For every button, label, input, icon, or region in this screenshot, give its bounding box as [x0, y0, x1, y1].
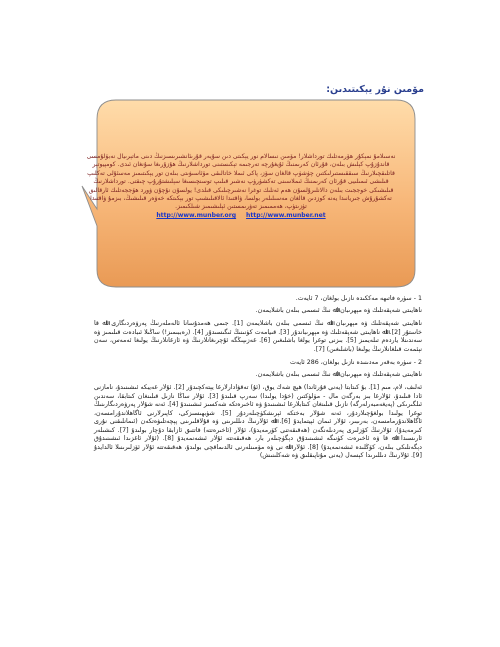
callout-text-block: [86, 153, 396, 220]
surah-1-heading: 1 - سۈرە فاتىھە مەككىدە نازىل بولغان، 7 ئايەت.: [295, 295, 422, 302]
surah-1-text: ناھايىتى شەپقەتلىك ۋە مېھرىبان اﷲ نىڭ ئىسمى بىلەن باشلايمەن [1]. جىمى ھەمدۇسانا ئالەملەرنىڭ پەرۋەردىگارى اﷲ قا خاستۇر [2]. اﷲ ناھايىتى شەپقەتلىك ۋە مېھرىباندۇر [3]. قىيامەت كۈنىنىڭ ئىگىسىدۇر [4]. (رەببىمىز!) ساڭىلا ئىبادەت قىلىمىز ۋە سەندىنلا ياردەم تىلەيمىز [5]. بىزنى توغرا يولغا باشلىغىن [6]. غەزىپىڭگە ئۇچرىغانلارنىڭ ۋە ئازغانلارنىڭ يولىغا ئەمەس، سەن نېئمەت قىلغانلارنىڭ يولىغا (باشلىغىن) [7].: [94, 320, 422, 353]
link-munber-org[interactable]: http://www.munber.org: [156, 211, 237, 219]
page-title: مۆمىن نۇر يېكىتىدىن:: [326, 84, 424, 95]
callout-links: [86, 212, 396, 220]
link-munber-net[interactable]: http://www.munber.net: [246, 211, 326, 219]
basmala-2: ناھايىتى شەپقەتلىك ۋە مېھرىبان اﷲ نىڭ ئىسمى بىلەن باشلايمەن.: [255, 370, 422, 378]
surah-2-heading: 2 - سۈرە بەقەر مەدىنىدە نازىل بولغان، 286 ئايەت: [290, 359, 422, 366]
callout-message: نەسىلامۇ نمېكۇر ھۆرمەتلىك تورداشلار! مۆمىن نىسالام نور يېكىتى دىن سۇيەر قۇرىئانشىرىسىزنىڭ دىنى ماتېرىيال نەبۆلۇمسى قاندۇزۇپ كېلىش بىلەن، قۇرئان كەرىمنىڭ ئۇيغۇرچە تەرجىمە تېكىستىنى تورداشلارنىڭ ھۇزۇرىغا سۇنغان ئىدى. كومپيوتېر قاتلىقچىلارنىڭ سىققىستىرلىكتىن چۈشۈپ قالغان سۆز، پاكى ئىملا خاتالىقى مۆئاسىۋىتى بىلەن تور يېكىتىمىز مەسئۇلى تەكلىپ قىلىشى ئىمىلىيى قۇرئان كەرىمنىڭ ئىملاسىنى تەكشۈرۈپ نەشىر قىلىپ توسنچىسىغا سېلىشتۇرۇپ چىقتى. تورداشلارنىڭ قىلىشىكى خوججىت بىلەن دالانلىرۇلسۇن ھەم ئەنلىك توغرا نەشىرچىلىكى قىلدى! يولسۇن نۇچۇن ۋورد ھۆججەتلىك ئارقالىق تەكشۇرۇش جىريانىدا يەنە كوزدىن قالغان مەسىلىلەر بولسا، ۋاقتىدا ئالاقىلىشىپ تور بېكىتكە خەۋەر قىلىشىڭ، بىزمۇ ۋاقتىدا تۈزىتۈپ، ھەممىمىز تەۋرىمستىن ئېلىشىمىز شىلكىمىز.: [86, 153, 396, 211]
document-body: [94, 295, 422, 466]
surah-2-text: ئەلىف، لام، مىم [1]. بۇ كىتابتا (يەنى قۇرئاندا) ھېچ شەك يوق، (ئۇ) تەقۋادارلارغا يېتەكچىدۇر [2]. ئۇلار غەيبكە ئىشىنىدۇ، نامازنى ئادا قىلىدۇ، ئۇلارغا بىز بەرگەن مال - مۈلۈكتىن (خۇدا يولىدا) سەرپ قىلىدۇ [3]. ئۇلار ساڭا نازىل قىلىنغان كىتابقا، سەندىن ئىلگىرىكى (پەيغەمبەرلەرگە) نازىل قىلىنغان كىتابلارغا ئىشىنىدۇ ۋە ئاخىرەتكە شەكسىز ئىشىنىدۇ [4]. ئەنە شۇلار پەرۋەردىگارىنىڭ توغرا يولىدا بولغۇچىلاردۇر، ئەنە شۇلار بەختكە ئېرىشكۈچىلەردۇر [5]. شۈبھىسىزكى، كاپىرلارنى ئاگاھلاندۇرامسەن، ئاگاھلاندۇرمامسەن، بەرىبىر، ئۇلار ئىمان ئېيتمايدۇ [6]. اﷲ ئۇلارنىڭ دىللىرىنى ۋە قۇلاقلىرىنى پېچەتلىۋەتكەن (ئىمانلىقنى نۇرى كىرمەيدۇ)، ئۇلارنىڭ كۆزلىرى پەردىلەنگەن (ھەقىقەتنى كۆرمەيدۇ)، ئۇلار (ئاخىرەتتە) قاتتىق ئازابقا دۇچار بولىدۇ [7]. كىشىلەر ئارىسىدا اﷲ قا ۋە ئاخىرەت كۈنىگە ئىشىنىدۇق دېگۈچىلەر بار، ھەقىقەتتە ئۇلار ئىشەنمەيدۇ [8]. (ئۇلار ئاغزىدا ئىشىنىدۇق دېگەنلىكى بىلەن، كۆڭلىدە ئىشەنمەيدۇ) [8]. ئۇلار اﷲ نى ۋە مۆمىنلەرنى ئالدىماقچى بولىدۇ، ھەقىقەتتە ئۇلار ئۆزلىرىنىلا ئالدايدۇ [9]. ئۇلارنىڭ دىللىرىدا كېسەل (يەنى مۇناپىقلىق ۋە شەكلىنىش): [94, 384, 423, 459]
basmala-1: ناھايىتى شەپقەتلىك ۋە مېھرىبان اﷲ نىڭ ئىسمى بىلەن باشلايمەن.: [255, 306, 422, 314]
